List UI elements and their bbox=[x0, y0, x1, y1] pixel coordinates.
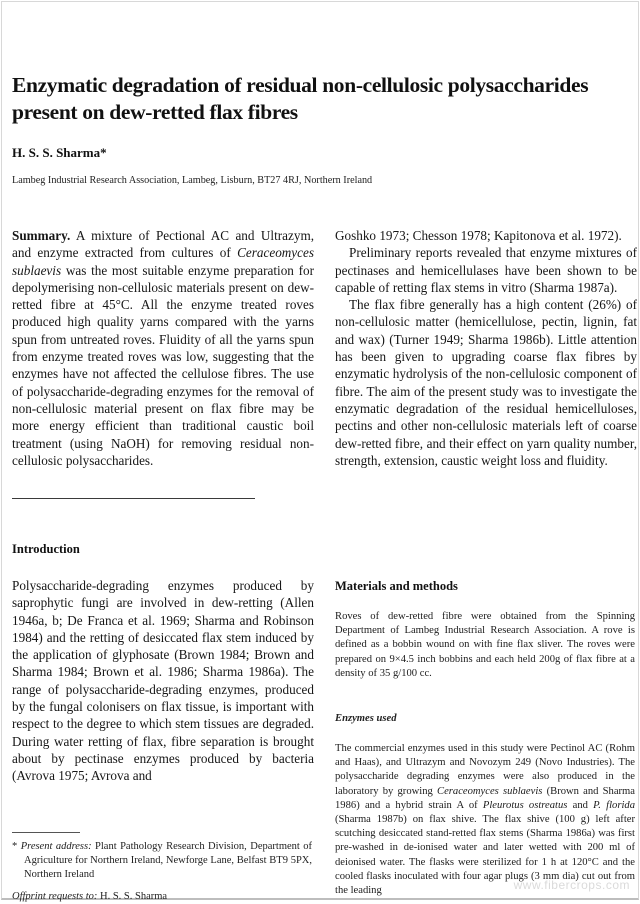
offprint-label: Offprint requests to: bbox=[12, 891, 98, 902]
summary-text-1: A mixture of Pectional AC and Ultrazym, and enzyme extracted from cultures of bbox=[12, 228, 314, 261]
enzymes-used-body bbox=[335, 742, 635, 898]
enzymes-text-4: (Sharma 1987b) on flax shive. The flax shive (100 g) left after scutching desiccated stand-retted flax stems (Sharma 1986a) was first pre-washed in de-ionised water and later wetted with 200 ml of deionised water. The flasks were sterilized for 1 h at 120°C and the cooled flasks inoculated with four agar plugs (3 mm dia) cut out from the leading bbox=[335, 814, 635, 897]
materials-paragraph: Roves of dew-retted fibre were obtained from the Spinning Department of Lambeg Industrial Research Association. A rove is defined as a bobbin wound on with fine flax sliver. The roves were prepared on 9×4.5 inch bobbins and each held 200g of flax fibre at a density of 35 g/100 cc. bbox=[335, 611, 635, 679]
introduction-body-left bbox=[12, 577, 314, 785]
author-name: H. S. S. Sharma* bbox=[12, 145, 107, 160]
introduction-paragraph-2: Preliminary reports revealed that enzyme mixtures of pectinases and hemicellulases have been shown to be capable of retting flax stems in vitro (Sharma 1987a). bbox=[335, 245, 637, 295]
present-address-text: Plant Pathology Research Division, Department of Agriculture for Northern Ireland, Newforge Lane, Belfast BT9 5PX, Northern Ireland bbox=[24, 841, 312, 880]
enzymes-text-1: The commercial enzymes used in this study were Pectinol AC (Rohm and Haas), and Ultrazym and Novozym 249 (Novo Industries). The polysaccharide degrading enzymes were also produced in the laboratory by growing bbox=[335, 743, 635, 797]
summary-text-2: was the most suitable enzyme preparation for depolymerising non-cellulosic materials present on dew-retted fibre at 45°C. All the enzyme treated roves produced high quality yarns compared with the yarns spun from untreated roves. Fluidity of all the yarns spun from enzyme treated roves was low, suggesting that the enzymes have not affected the cellulose fibres. The use of polysaccharide-degrading enzymes for the removal of non-cellulosic material present on flax fibre may be more energy efficient than traditional caustic boil treatment (using NaOH) for removing residual non-cellulosic polysaccharides. bbox=[12, 262, 314, 468]
summary-paragraph bbox=[12, 227, 314, 469]
summary-divider bbox=[12, 498, 255, 499]
summary-section bbox=[12, 227, 314, 469]
footnotes bbox=[12, 840, 312, 904]
materials-methods-heading: Materials and methods bbox=[335, 579, 458, 593]
materials-methods-body bbox=[335, 610, 635, 681]
author-affiliation: Lambeg Industrial Research Association, Lambeg, Lisburn, BT27 4RJ, Northern Ireland bbox=[12, 175, 373, 186]
enzymes-text-2: (Brown and Sharma 1986) and a hybrid strain A of bbox=[335, 785, 636, 811]
introduction-body-right bbox=[335, 227, 637, 469]
enzymes-text-3: and bbox=[567, 799, 594, 811]
footnote-marker: * bbox=[12, 841, 21, 852]
introduction-heading: Introduction bbox=[12, 542, 80, 556]
introduction-continuation: Goshko 1973; Chesson 1978; Kapitonova et al. 1972). bbox=[335, 228, 622, 243]
present-address-label: Present address: bbox=[20, 841, 92, 852]
paper-title: Enzymatic degradation of residual non-cellulosic polysaccharides present on dew-retted flax fibres bbox=[12, 73, 589, 124]
summary-label: Summary. bbox=[12, 228, 71, 243]
introduction-paragraph-3: The flax fibre generally has a high content (26%) of non-cellulosic matter (hemicellulose, pectin, lignin, fat and wax) (Turner 1949; Sharma 1986b). Little attention has been given to upgrading coarse flax fibres by enzymatic hydrolysis of the non-cellulosic component of fibre. The aim of the present study was to investigate the enzymatic degradation of the residual hemicelluloses, pectins and other non-cellulosic materials left of coarse dew-retted fibre, and their effect on yarn quality number, strength, extension, caustic weight loss and fluidity. bbox=[335, 297, 637, 468]
enzymes-used-subheading: Enzymes used bbox=[335, 713, 397, 724]
footnote-divider bbox=[12, 832, 80, 833]
present-address-footnote bbox=[12, 840, 312, 882]
enzymes-species-3: P. florida bbox=[593, 799, 636, 811]
summary-species: Ceraceomyces sublaevis bbox=[12, 245, 314, 278]
watermark: www.fibercrops.com bbox=[513, 878, 630, 892]
paper-page bbox=[1, 1, 639, 900]
enzymes-species-1: Ceraceomyces sublaevis bbox=[437, 785, 543, 797]
introduction-paragraph-1: Polysaccharide-degrading enzymes produced by saprophytic fungi are involved in dew-retting (Allen 1946a, b; De Franca et al. 1969; Sharma and Robinson 1984) and the retting of desiccated flax stem induced by the application of glyphosate (Brown 1984; Brown and Sharma 1984; Brown et al. 1986; Sharma 1986a). The range of polysaccharide-degrading enzymes, produced by the fungal colonisers on flax tissue, is important with respect to the degree to which stem tissues are degraded. During water retting of flax, fibre separation is brought about by pectinase enzymes produced by bacteria (Avrova 1975; Avrova and bbox=[12, 578, 314, 784]
offprint-value: H. S. S. Sharma bbox=[97, 891, 168, 902]
enzymes-paragraph bbox=[335, 742, 635, 898]
offprint-footnote bbox=[12, 890, 312, 904]
enzymes-species-2: Pleurotus ostreatus bbox=[482, 799, 568, 811]
